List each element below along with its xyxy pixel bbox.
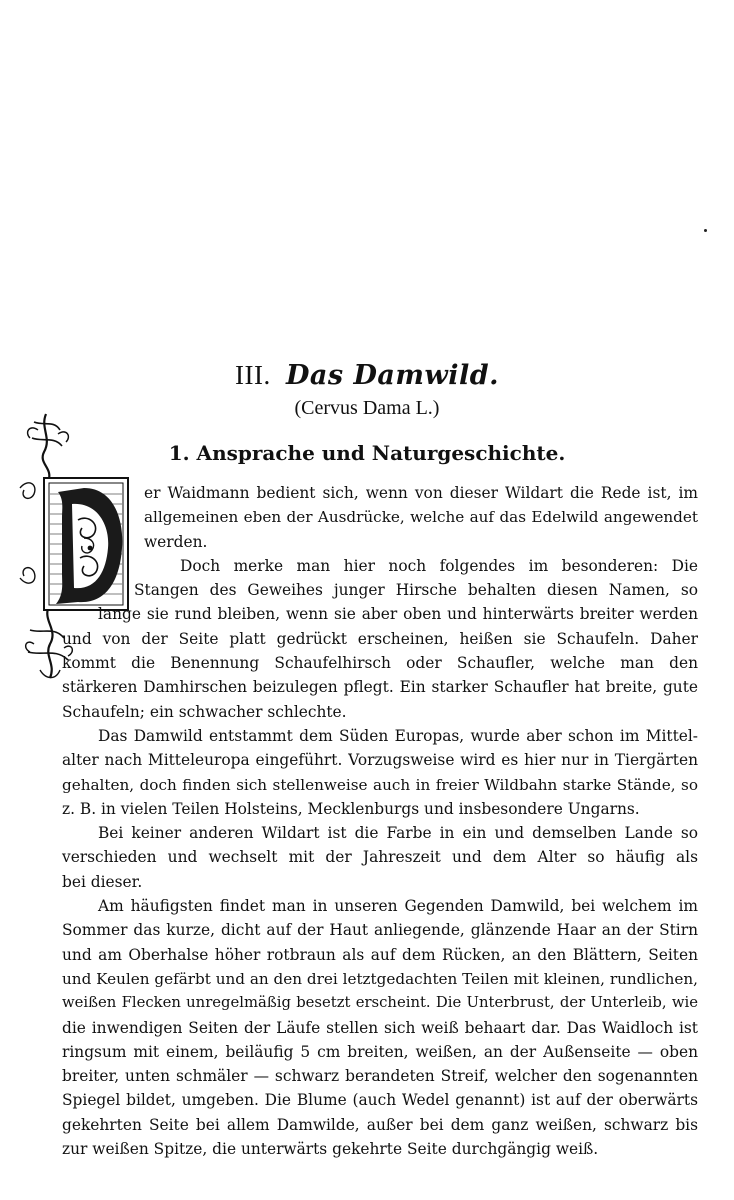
text-line: verschieden und wechselt mit der Jahreszeit und dem Alter so häufig als	[62, 848, 698, 867]
text-line: zur weißen Spitze, die unterwärts gekehrte Seite durchgängig weiß.	[62, 1140, 599, 1159]
text-line: die inwendigen Seiten der Läufe stellen sich weiß behaart dar. Das Waidloch ist	[62, 1018, 698, 1037]
chapter-number: III.	[234, 360, 271, 390]
text-line: gehalten, doch finden sich stellenweise auch in freier Wildbahn starke Stände, so	[62, 775, 698, 794]
text-line: er Waidmann bedient sich, wenn von dieser Wildart die Rede ist, im	[144, 484, 698, 502]
section-heading: 1. Ansprache und Naturgeschichte.	[168, 441, 566, 465]
text-line: gekehrten Seite bei allem Damwilde, außer bei dem ganz weißen, schwarz bis	[62, 1115, 698, 1134]
text-line: und am Oberhalse höher rotbraun als auf dem Rücken, an den Blättern, Seiten	[62, 945, 698, 964]
latin-name: (Cervus Dama L.)	[294, 397, 440, 419]
text-line: und von der Seite platt gedrückt erscheinen, heißen sie Schaufeln. Daher	[62, 629, 698, 648]
chapter-heading	[0, 360, 734, 391]
body-text	[62, 481, 698, 1161]
text-line: Schaufeln; ein schwacher schlechte.	[62, 702, 347, 721]
text-line: kommt die Benennung Schaufelhirsch oder Schaufler, welche man den	[62, 654, 698, 673]
text-line: z. B. in vielen Teilen Holsteins, Mecklenburgs und insbesondere Ungarns.	[62, 799, 640, 818]
text-line: Das Damwild entstammt dem Süden Europas, wurde aber schon im Mittel-	[98, 726, 698, 745]
text-line: Sommer das kurze, dicht auf der Haut anliegende, glänzende Haar an der Stirn	[62, 921, 698, 940]
text-line: allgemeinen eben der Ausdrücke, welche auf das Edelwild angewendet	[144, 508, 698, 527]
text-line: weißen Flecken unregelmäßig besetzt erscheint. Die Unterbrust, der Unterleib, wie	[62, 994, 698, 1012]
text-line: Doch merke man hier noch folgendes im besonderen: Die	[180, 556, 698, 575]
print-speck	[704, 229, 707, 232]
text-line: alter nach Mitteleuropa eingeführt. Vorzugsweise wird es hier nur in Tiergärten	[62, 751, 698, 770]
text-line: Am häufigsten findet man in unseren Gegenden Damwild, bei welchem im	[98, 897, 698, 916]
text-line: lange sie rund bleiben, wenn sie aber oben und hinterwärts breiter werden	[98, 605, 698, 624]
text-line: bei dieser.	[62, 872, 143, 891]
text-line: breiter, unten schmäler — schwarz berandeten Streif, welcher den sogenannten	[62, 1067, 698, 1086]
chapter-title: Das Damwild.	[285, 360, 499, 391]
text-line: Bei keiner anderen Wildart ist die Farbe in ein und demselben Lande so	[98, 824, 698, 843]
text-line: stärkeren Damhirschen beizulegen pflegt. Ein starker Schaufler hat breite, gute	[62, 678, 698, 697]
text-line: Stangen des Geweihes junger Hirsche behalten diesen Namen, so	[134, 581, 698, 600]
text-line: ringsum mit einem, beiläufig 5 cm breiten, weißen, an der Außenseite — oben	[62, 1042, 698, 1061]
text-line: werden.	[144, 532, 208, 551]
text-line: und Keulen gefärbt und an den drei letztgedachten Teilen mit kleinen, rundlichen,	[62, 969, 698, 988]
text-line: Spiegel bildet, umgeben. Die Blume (auch Wedel genannt) ist auf der oberwärts	[62, 1091, 698, 1110]
